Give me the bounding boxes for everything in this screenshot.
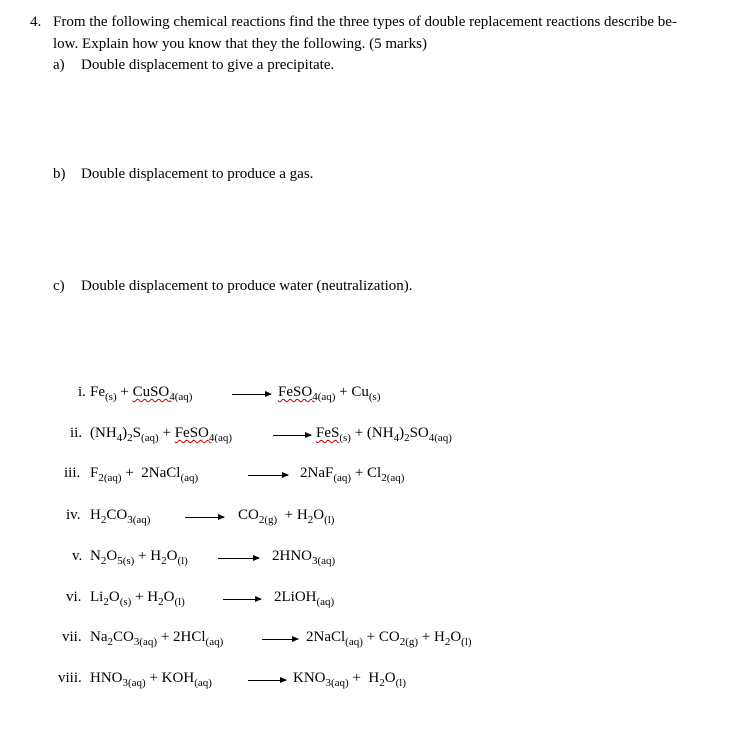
products: FeSO$_{4(aq)}$ + $Cu_{(s)}$ bbox=[278, 384, 381, 403]
reactants: $(NH_4)_2S_{(aq)}$ + FeSO$_{4(aq)}$ bbox=[90, 425, 233, 444]
reaction-vii bbox=[62, 629, 472, 648]
products: $CO_{2(g)} + H_2O_{(l)}$ bbox=[238, 507, 335, 526]
reaction-i bbox=[78, 384, 381, 403]
reaction-arrow bbox=[248, 680, 286, 681]
part-b-text: Double displacement to produce a gas. bbox=[81, 166, 314, 182]
reaction-arrow bbox=[218, 558, 259, 559]
reaction-iv bbox=[66, 507, 335, 526]
reactants: $N_2O_{5(s)} + H_2O_{(l)}$ bbox=[90, 548, 188, 567]
products: 2NaCl$_{(aq)}$ + $CO_{2(g)} + H_2O_{(l)}$ bbox=[306, 629, 472, 648]
reactants: $Na_2CO_{3(aq)} + 2HCl_{(aq)}$ bbox=[90, 629, 224, 648]
reactants: $H_2CO_{3(aq)}$ bbox=[90, 507, 151, 526]
reaction-vi bbox=[66, 589, 335, 608]
reaction-number: iv. bbox=[66, 507, 81, 523]
part-b-label: b) bbox=[53, 166, 66, 182]
reaction-number: i. bbox=[78, 384, 86, 400]
products: $2HNO_{3(aq)}$ bbox=[272, 548, 336, 567]
reaction-viii bbox=[58, 670, 406, 689]
reaction-arrow bbox=[248, 475, 288, 476]
part-c-label: c) bbox=[53, 278, 65, 294]
reactants: $Li_2O_{(s)} + H_2O_{(l)}$ bbox=[90, 589, 185, 608]
part-c-text: Double displacement to produce water (neutralization). bbox=[81, 278, 413, 294]
question-number: 4. bbox=[30, 14, 42, 30]
reactants: $Fe_{(s)}$ + CuSO$_{4(aq)}$ bbox=[90, 384, 193, 403]
reaction-arrow bbox=[262, 639, 298, 640]
reaction-number: vi. bbox=[66, 589, 82, 605]
reaction-ii bbox=[70, 425, 452, 444]
reaction-v bbox=[72, 548, 336, 567]
reactants: $HNO_{3(aq)} + KOH_{(aq)}$ bbox=[90, 670, 212, 689]
reactants: $F_{2(aq)}$ + 2NaCl$_{(aq)}$ bbox=[90, 465, 199, 484]
reaction-number: vii. bbox=[62, 629, 82, 645]
reaction-number: v. bbox=[72, 548, 83, 564]
reaction-arrow bbox=[273, 435, 311, 436]
products: $FeS_{(s)} + (NH_4)_2SO_{4(aq)}$ bbox=[316, 425, 452, 444]
products: 2LiOH$_{(aq)}$ bbox=[274, 589, 335, 608]
products: $2NaF_{(aq)} + Cl_{2(aq)}$ bbox=[300, 465, 405, 484]
reaction-iii bbox=[64, 465, 405, 484]
reaction-arrow bbox=[185, 517, 224, 518]
reaction-number: viii. bbox=[58, 670, 82, 686]
part-a-text: Double displacement to give a precipitate. bbox=[81, 57, 335, 73]
reaction-number: ii. bbox=[70, 425, 83, 441]
reaction-arrow bbox=[223, 599, 261, 600]
reaction-number: iii. bbox=[64, 465, 81, 481]
question-text-line2: low. Explain how you know that they the following. (5 marks) bbox=[53, 36, 427, 52]
products: $KNO_{3(aq)} + H_2O_{(l)}$ bbox=[293, 670, 406, 689]
question-text-line1: From the following chemical reactions find the three types of double replacement reactions describe be- bbox=[53, 14, 677, 30]
reaction-arrow bbox=[232, 394, 271, 395]
part-a-label: a) bbox=[53, 57, 65, 73]
